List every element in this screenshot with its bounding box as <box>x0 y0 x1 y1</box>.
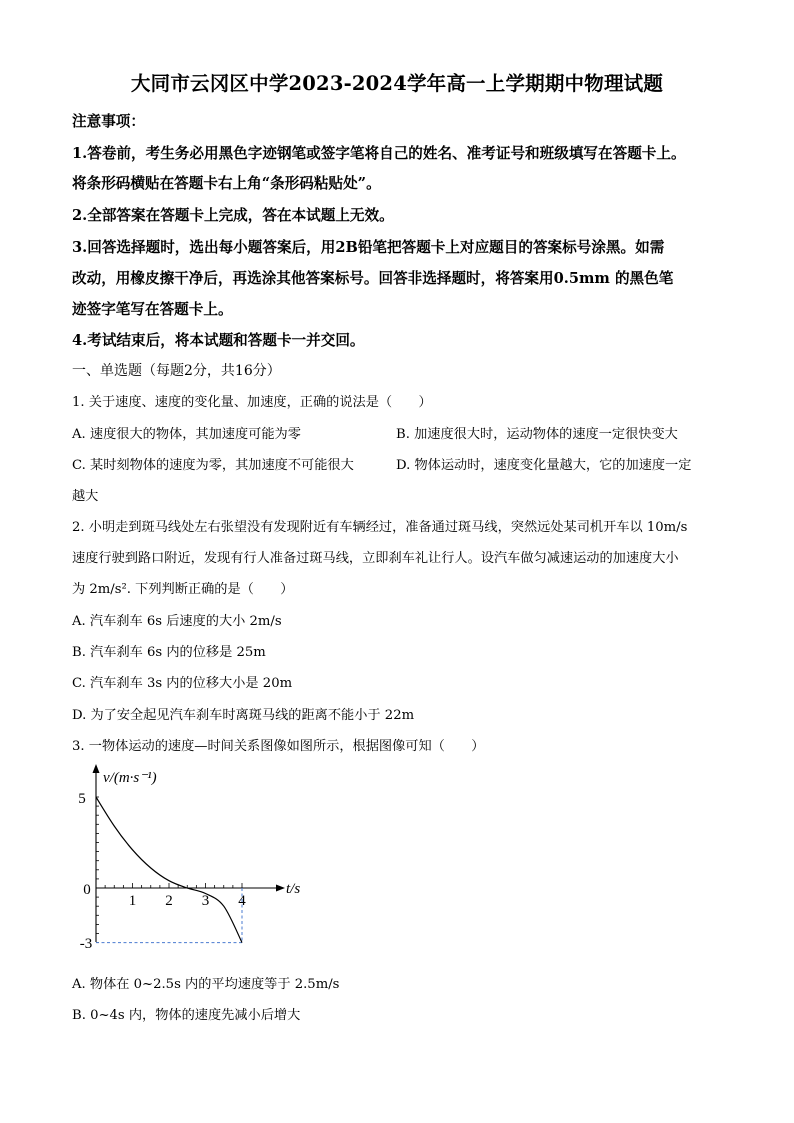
notice-line-6: 迹签字笔写在答题卡上。 <box>72 301 233 318</box>
tick-marks <box>96 797 242 943</box>
x-axis-arrow <box>276 885 285 892</box>
y-tick-label-0: 0 <box>83 882 91 898</box>
question-1-option-d-cont: 越大 <box>72 489 99 504</box>
x-axis-label: t/s <box>286 881 301 897</box>
notice-line-7: 4.考试结束后，将本试题和答题卡一并交回。 <box>72 332 365 349</box>
notice-line-2: 将条形码横贴在答题卡右上角“条形码粘贴处”。 <box>72 175 381 192</box>
x-tick-label-2: 2 <box>165 893 173 909</box>
notice-line-3: 2.全部答案在答题卡上完成，答在本试题上无效。 <box>72 207 394 224</box>
question-1-option-d: D. 物体运动时，速度变化量越大，它的加速度一定 <box>396 458 692 473</box>
y-axis-arrow <box>93 764 100 773</box>
question-1-option-b: B. 加速度很大时，运动物体的速度一定很快变大 <box>396 427 678 442</box>
y-axis-label: v/(m·s⁻¹) <box>103 770 157 786</box>
question-2-stem-line-3: 为 2m/s². 下列判断正确的是（ ） <box>72 582 294 597</box>
x-tick-label-3: 3 <box>201 893 210 909</box>
notice-line-1: 1.答卷前，考生务必用黑色字迹钢笔或签字笔将自己的姓名、准考证号和班级填写在答题卡上。 <box>72 145 686 162</box>
x-tick-label-1: 1 <box>128 893 137 909</box>
vt-graph <box>74 762 314 952</box>
question-1-stem: 1. 关于速度、速度的变化量、加速度，正确的说法是（ ） <box>72 395 432 410</box>
question-2-option-d: D. 为了安全起见汽车刹车时离斑马线的距离不能小于 22m <box>72 708 415 723</box>
question-2-stem-line-2: 速度行驶到路口附近，发现有行人准备过斑马线，立即刹车礼让行人。设汽车做匀减速运动的加速度大小 <box>72 551 679 566</box>
question-1-option-a: A. 速度很大的物体，其加速度可能为零 <box>72 427 301 442</box>
question-2-stem-line-1: 2. 小明走到斑马线处左右张望没有发现附近有车辆经过，准备通过斑马线，突然远处某司机开车以 10m/s <box>72 520 688 535</box>
question-3-option-b: B. 0~4s 内，物体的速度先减小后增大 <box>72 1008 301 1023</box>
page-title: 大同市云冈区中学2023-2024学年高一上学期期中物理试题 <box>130 72 664 95</box>
x-tick-label-4: 4 <box>238 893 246 909</box>
y-tick-label-5: 5 <box>78 791 86 807</box>
data-series-curve <box>96 797 242 943</box>
notice-line-5: 改动，用橡皮擦干净后，再选涂其他答案标号。回答非选择题时，将答案用0.5mm 的黑色笔 <box>72 270 674 287</box>
question-2-option-b: B. 汽车刹车 6s 内的位移是 25m <box>72 645 266 660</box>
question-2-option-c: C. 汽车刹车 3s 内的位移大小是 20m <box>72 676 293 691</box>
question-1-option-c: C. 某时刻物体的速度为零，其加速度不可能很大 <box>72 458 354 473</box>
notice-heading: 注意事项： <box>72 113 145 130</box>
notice-line-4: 3.回答选择题时，选出每小题答案后，用2B铅笔把答题卡上对应题目的答案标号涂黑。如需 <box>72 239 665 256</box>
question-3-option-a: A. 物体在 0~2.5s 内的平均速度等于 2.5m/s <box>72 977 340 992</box>
y-tick-label-neg3: -3 <box>79 936 93 952</box>
question-3-stem: 3. 一物体运动的速度—时间关系图像如图所示，根据图像可知（ ） <box>72 739 485 754</box>
section-heading: 一、单选题（每题2分，共16分） <box>72 363 281 379</box>
question-2-option-a: A. 汽车刹车 6s 后速度的大小 2m/s <box>72 614 282 629</box>
